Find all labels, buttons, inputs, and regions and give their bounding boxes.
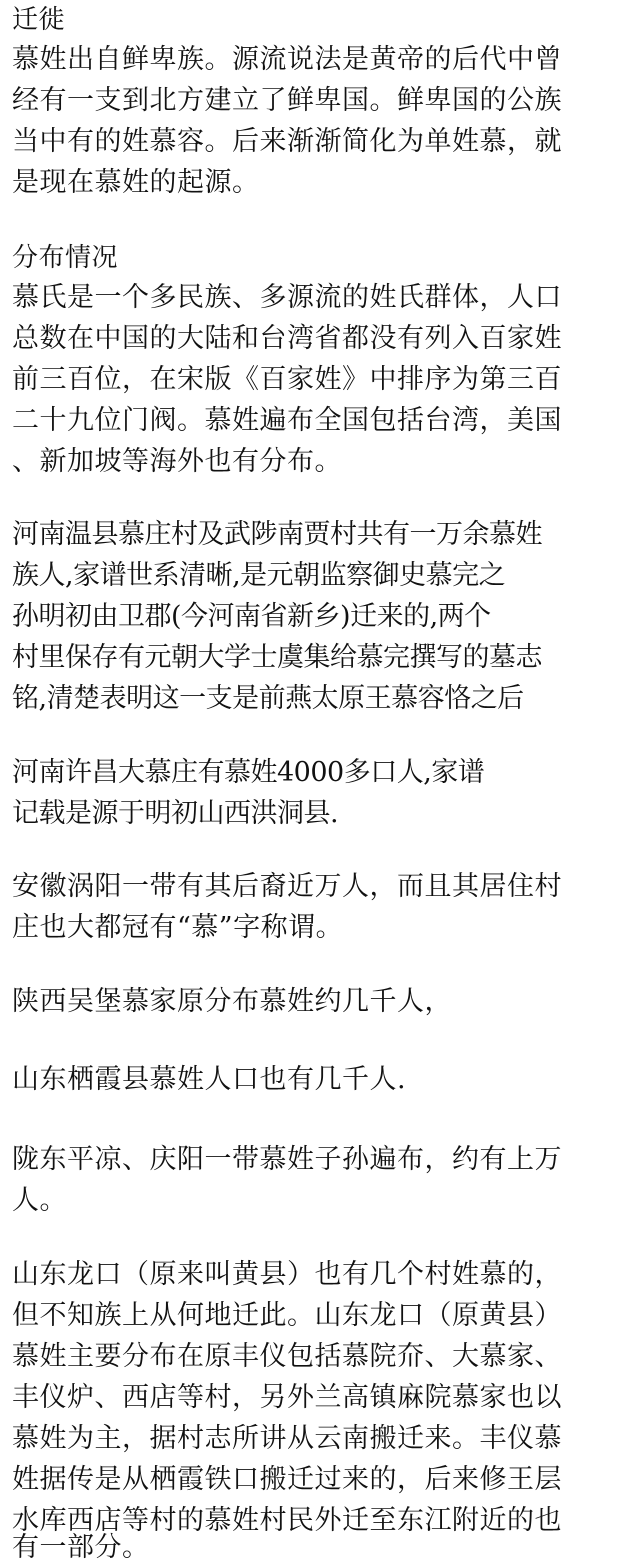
section-heading-migration: 迁徙 xyxy=(12,5,66,35)
paragraph-line: 庄也大都冠有“慕”字称谓。 xyxy=(12,912,344,943)
paragraph-line: 是现在慕姓的起源。 xyxy=(12,167,260,198)
paragraph-line: 记载是源于明初山西洪洞县. xyxy=(12,798,339,829)
paragraph-line: 慕姓为主，据村志所讲从云南搬迁来。丰仪慕 xyxy=(12,1423,562,1454)
paragraph-line: 、新加坡等海外也有分布。 xyxy=(12,446,342,477)
paragraph-line: 人。 xyxy=(12,1185,67,1216)
paragraph-line: 慕姓出自鲜卑族。源流说法是黄帝的后代中曾 xyxy=(12,44,562,75)
paragraph-line: 河南许昌大慕庄有慕姓4000多口人,家谱 xyxy=(12,757,485,788)
paragraph-line: 山东龙口（原来叫黄县）也有几个村姓慕的， xyxy=(12,1259,562,1290)
paragraph-line: 村里保存有元朝大学士虞集给慕完撰写的墓志 xyxy=(12,642,542,673)
paragraph-line: 慕氏是一个多民族、多源流的姓氏群体，人口 xyxy=(12,282,562,313)
paragraph-line: 有一部分。 xyxy=(12,1532,150,1563)
paragraph-line: 前三百位，在宋版《百家姓》中排序为第三百 xyxy=(12,364,562,395)
section-heading-distribution: 分布情况 xyxy=(12,243,119,273)
paragraph-line: 河南温县慕庄村及武陟南贾村共有一万余慕姓 xyxy=(12,519,542,550)
paragraph-line: 经有一支到北方建立了鲜卑国。鲜卑国的公族 xyxy=(12,85,562,116)
paragraph-line: 慕姓主要分布在原丰仪包括慕院夼、大慕家、 xyxy=(12,1341,562,1372)
paragraph-line: 陇东平凉、庆阳一带慕姓子孙遍布，约有上万 xyxy=(12,1144,562,1175)
paragraph-line: 铭,清楚表明这一支是前燕太原王慕容恪之后 xyxy=(12,683,524,714)
paragraph-line: 陕西吴堡慕家原分布慕姓约几千人， xyxy=(12,986,452,1017)
paragraph-line: 安徽涡阳一带有其后裔近万人，而且其居住村 xyxy=(12,871,562,902)
paragraph-line: 水库西店等村的慕姓村民外迁至东江附近的也 xyxy=(12,1505,562,1536)
paragraph-line: 孙明初由卫郡(今河南省新乡)迁来的,两个 xyxy=(12,601,491,632)
paragraph-line: 总数在中国的大陆和台湾省都没有列入百家姓 xyxy=(12,323,562,354)
paragraph-line: 但不知族上从何地迁此。山东龙口（原黄县） xyxy=(12,1300,562,1331)
paragraph-line: 丰仪炉、西店等村，另外兰高镇麻院慕家也以 xyxy=(12,1382,562,1413)
paragraph-line: 族人,家谱世系清晰,是元朝监察御史慕完之 xyxy=(12,560,506,591)
paragraph-line: 二十九位门阀。慕姓遍布全国包括台湾，美国 xyxy=(12,405,562,436)
paragraph-line: 姓据传是从栖霞铁口搬迁过来的，后来修王层 xyxy=(12,1464,562,1495)
paragraph-line: 山东栖霞县慕姓人口也有几千人. xyxy=(12,1064,407,1095)
paragraph-line: 当中有的姓慕容。后来渐渐简化为单姓慕，就 xyxy=(12,126,562,157)
